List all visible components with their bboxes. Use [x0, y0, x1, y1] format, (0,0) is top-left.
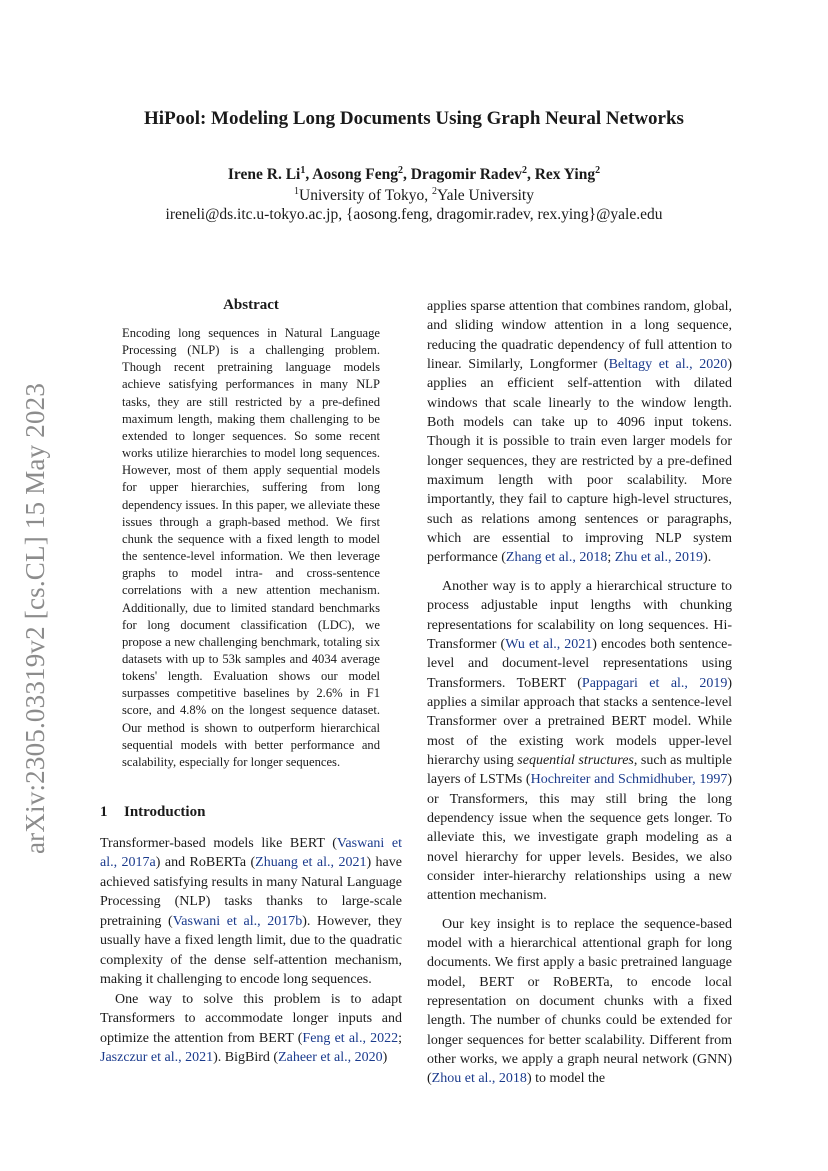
author-affil-mark: 2: [595, 164, 601, 176]
text-run: ). BigBird (: [213, 1049, 279, 1065]
text-run: ) or Transformers, this may still bring the long dependency issue when the sequence gets longer. To alleviate this, we investigate graph modeling as a novel hierarchy for upper levels. Besides, we also consider inter-hierarchy relationships using a new attention mechanism.: [427, 772, 732, 904]
citation-link[interactable]: Zaheer et al., 2020: [278, 1049, 383, 1065]
author-affil-mark: 2: [397, 164, 403, 176]
citation-link[interactable]: Zhu et al., 2019: [614, 550, 704, 566]
text-run: ). However, they usually have a fixed length limit, due to the quadratic complexity of the dense self-attention mechanism, making it challenging to encode long sequences.: [100, 913, 402, 988]
citation-link[interactable]: Zhuang et al., 2021: [255, 855, 367, 871]
citation-link[interactable]: Hochreiter and Schmidhuber, 1997: [530, 772, 728, 788]
citation-link[interactable]: Jaszczur et al., 2021: [100, 1049, 214, 1065]
emphasis: sequential structures: [517, 752, 634, 768]
author-name: Rex Ying: [534, 166, 596, 183]
text-run: Another way is to apply a hierarchical structure to process adjustable input lengths with chunking representations for scalability on long sequences. Hi-Transformer (: [427, 578, 732, 652]
text-run: One way to solve this problem is to adapt Transformers to accommodate longer inputs and optimize the attention from BERT (: [100, 991, 402, 1046]
text-run: ) to model the: [526, 1071, 606, 1087]
text-run: applies sparse attention that combines random, global, and sliding window attention in a long sequence, reducing the quadratic dependency of full attention to linear. Similarly, Longformer (: [427, 299, 732, 373]
affil-name: Yale University: [436, 187, 534, 204]
author-affil-mark: 1: [300, 164, 306, 176]
author-affil-mark: 2: [521, 164, 527, 176]
text-run: ): [382, 1049, 388, 1065]
citation-link[interactable]: Beltagy et al., 2020: [608, 357, 728, 373]
paragraph: [427, 297, 732, 568]
text-run: ;: [398, 1030, 402, 1046]
text-run: ) applies an efficient self-attention with dilated windows that scale linearly to the window length. Both models can take up to 4096 input tokens. Though it is possible to train even larger models for longer sequences, they are restricted by a pre-defined maximum length with poor scalability. More importantly, they fail to capture high-level structures, such as relations among sentences or paragraphs, which are essential to improving NLP system performance (: [427, 357, 732, 566]
author-name: Irene R. Li: [227, 166, 301, 183]
citation-link[interactable]: Zhou et al., 2018: [431, 1071, 527, 1087]
affiliations: [0, 187, 828, 205]
citation-link[interactable]: Pappagari et al., 2019: [581, 675, 728, 691]
left-column: [100, 834, 402, 1067]
author-name: Aosong Feng: [312, 166, 398, 183]
paragraph: [100, 990, 402, 1068]
author-list: Irene R. Li$^1$, Aosong Feng$^2$, Dragomir Radev$^2$, Rex Ying$^2$: [227, 164, 601, 183]
author-name: Dragomir Radev: [410, 166, 522, 183]
text-run: Transformer-based models like BERT (: [100, 836, 337, 851]
text-run: ) encodes both sentence-level and document-level representations using Transformers. ToBERT (: [427, 636, 733, 691]
citation-link[interactable]: Vaswani et al., 2017b: [172, 913, 303, 929]
affil-mark: 2: [431, 185, 437, 197]
text-run: ) and RoBERTa (: [155, 855, 256, 871]
text-run: ;: [607, 550, 615, 566]
citation-link[interactable]: Feng et al., 2022: [302, 1030, 399, 1046]
affil-mark: 1: [294, 185, 299, 197]
text-run: , such as multiple layers of LSTMs (: [427, 752, 732, 788]
abstract-text: Encoding long sequences in Natural Language Processing (NLP) is a challenging problem. Though recent pretraining language models achieve satisfying performances in many NLP tasks, they are still restricted by a pre-defined maximum length, making them challenging to be extended to longer sequences. So some recent works utilize hierarchies to model long sequences. However, most of them apply sequential models for upper hierarchies, suffering from long dependency issues. In this paper, we alleviate these issues through a graph-based method. We first chunk the sequence with a fixed length to model the sentence-level information. We then leverage graphs to model intra- and cross-sentence correlations with a new attention mechanism. Additionally, due to limited standard benchmarks for long document classification (LDC), we propose a new challenging benchmark, totaling six datasets with up to 53k samples and 4034 average tokens' length. Evaluation shows our model surpasses competitive baselines by 2.6% in F1 score, and 4.8% on the longest sequence dataset. Our method is shown to outperform hierarchical sequential models with better performance and scalability, especially for longer sequences.: [122, 326, 380, 769]
author-emails: ireneli@ds.itc.u-tokyo.ac.jp, {aosong.feng, dragomir.radev, rex.ying}@yale.edu: [165, 206, 663, 223]
paragraph: [100, 834, 402, 990]
arxiv-side-stamp: arXiv:2305.03319v2 [cs.CL] 15 May 2023: [20, 382, 50, 854]
citation-link[interactable]: Zhang et al., 2018: [505, 550, 608, 566]
citation-link[interactable]: Wu et al., 2021: [505, 636, 593, 652]
citation-link[interactable]: Vaswani et al., 2017a: [100, 836, 403, 871]
text-run: ) applies a similar approach that stacks a sentence-level Transformer over a pretrained BERT model. While most of the existing work models upper-level hierarchy using: [427, 675, 733, 768]
affil-name: University of Tokyo,: [299, 187, 432, 204]
paragraph: [427, 915, 732, 1089]
paper-title: HiPool: Modeling Long Documents Using Graph Neural Networks: [144, 108, 684, 129]
right-column: [427, 297, 732, 1089]
abstract-heading: Abstract: [223, 297, 279, 313]
text-run: ).: [703, 550, 712, 566]
section-title: Introduction: [124, 804, 206, 820]
section-heading: [100, 804, 205, 821]
paragraph: [427, 577, 732, 906]
text-run: Our key insight is to replace the sequence-based model with a hierarchical attentional graph for long documents. We first apply a basic pretrained language model, BERT or RoBERTa, to encode local representation on document chunks with a fixed length. The number of chunks could be extended for longer sequences for better scalability. Different from other works, we apply a graph neural network (GNN) (: [427, 916, 732, 1087]
text-run: ) have achieved satisfying results in many Natural Language Processing (NLP) tasks thanks to large-scale pretraining (: [100, 855, 402, 929]
section-number: 1: [100, 804, 108, 820]
